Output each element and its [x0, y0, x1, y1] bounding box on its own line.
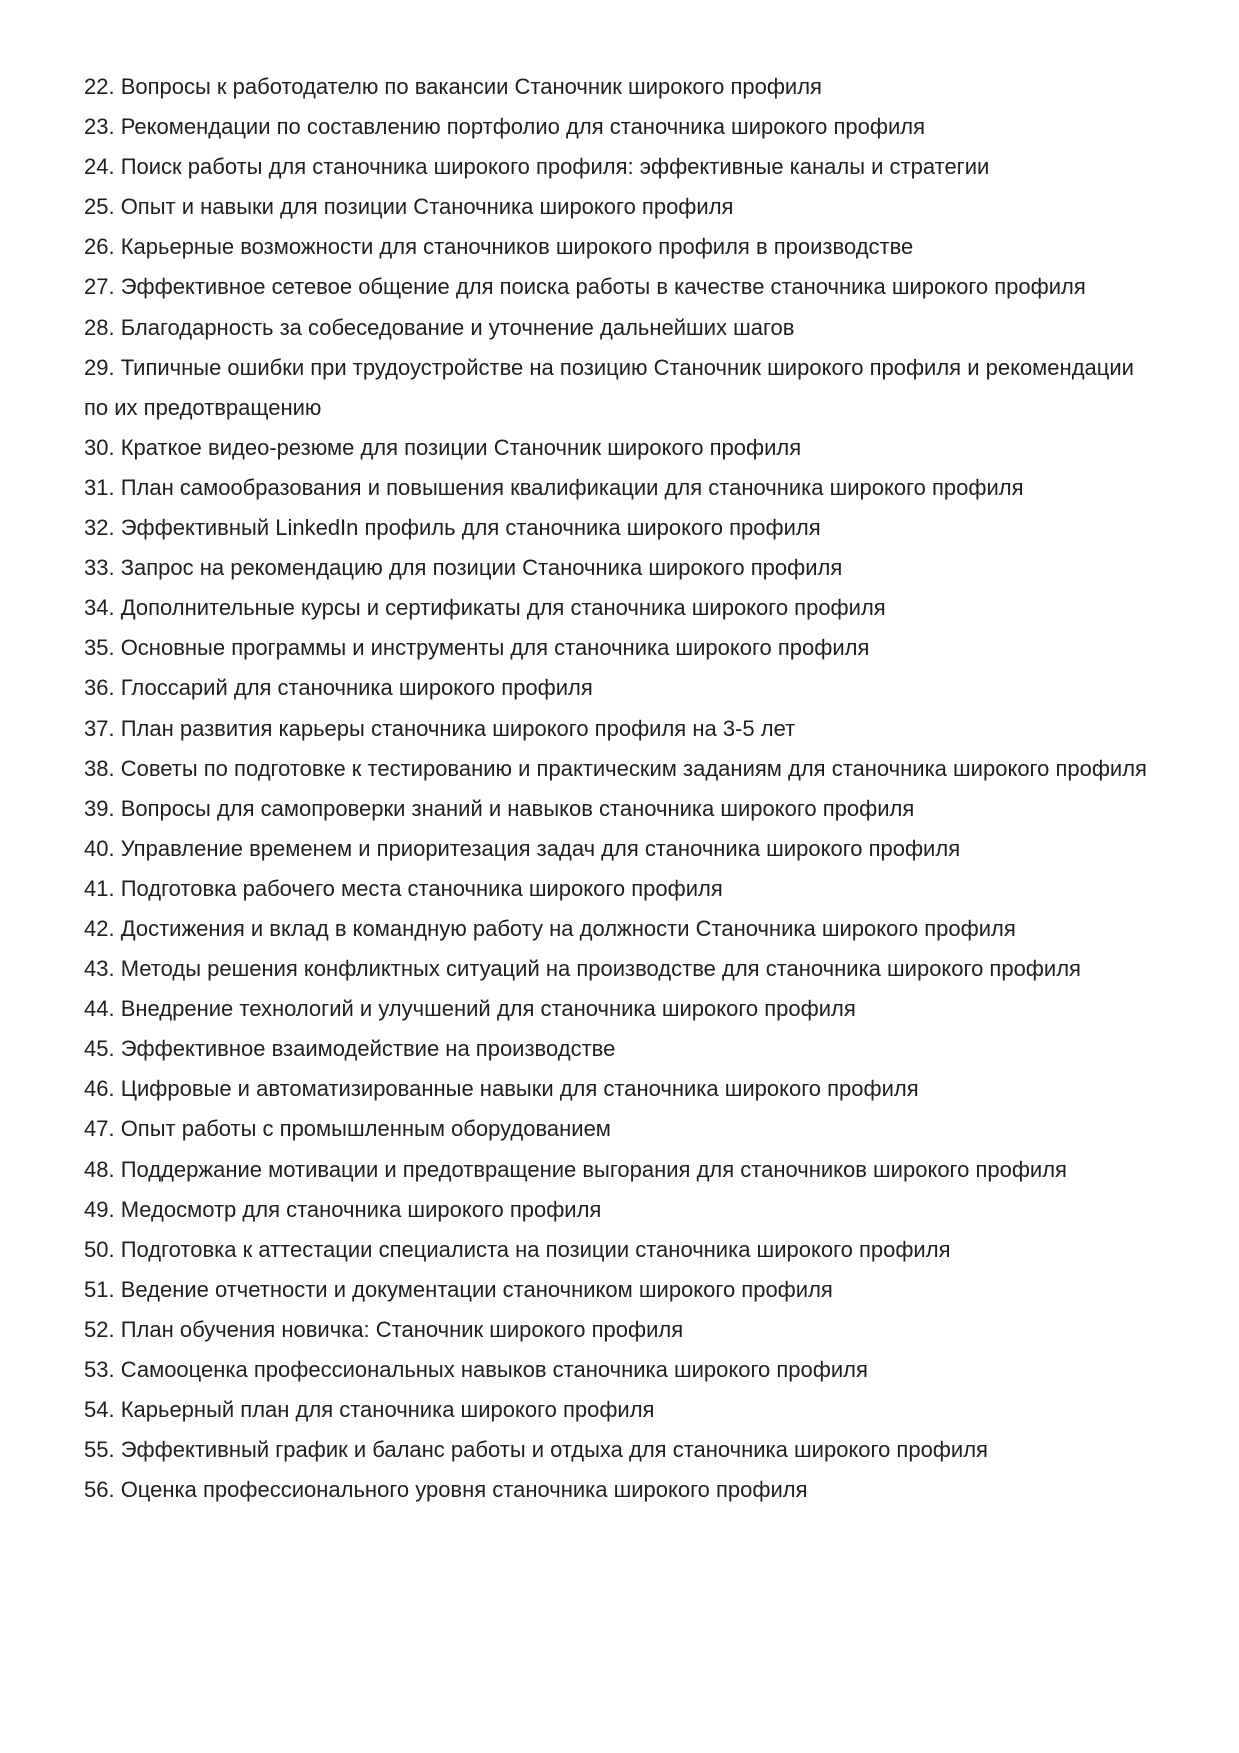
list-item: 36. Глоссарий для станочника широкого профиля: [84, 675, 593, 701]
list-item: 43. Методы решения конфликтных ситуаций на производстве для станочника широкого профиля: [84, 956, 1081, 982]
list-item: 54. Карьерный план для станочника широкого профиля: [84, 1397, 655, 1423]
list-item: 35. Основные программы и инструменты для станочника широкого профиля: [84, 635, 870, 661]
list-item: 39. Вопросы для самопроверки знаний и навыков станочника широкого профиля: [84, 795, 915, 821]
list-item: 27. Эффективное сетевое общение для поиска работы в качестве станочника широкого профиля: [84, 274, 1086, 300]
list-item: 38. Советы по подготовке к тестированию и практическим заданиям для станочника широкого профиля: [84, 755, 1147, 781]
list-item: 30. Краткое видео-резюме для позиции Станочник широкого профиля: [84, 434, 802, 460]
list-item: 45. Эффективное взаимодействие на производстве: [84, 1036, 616, 1062]
list-item: 41. Подготовка рабочего места станочника широкого профиля: [84, 875, 723, 901]
list-item: 37. План развития карьеры станочника широкого профиля на 3-5 лет: [84, 715, 796, 741]
list-item: 31. План самообразования и повышения квалификации для станочника широкого профиля: [84, 474, 1024, 500]
list-item: 46. Цифровые и автоматизированные навыки для станочника широкого профиля: [84, 1076, 919, 1102]
list-item: 51. Ведение отчетности и документации станочником широкого профиля: [84, 1276, 833, 1302]
list-item: 22. Вопросы к работодателю по вакансии Станочник широкого профиля: [84, 74, 822, 99]
list-item: 55. Эффективный график и баланс работы и отдыха для станочника широкого профиля: [84, 1437, 988, 1463]
list-item: 40. Управление временем и приоритезация задач для станочника широкого профиля: [84, 835, 961, 861]
list-item: 24. Поиск работы для станочника широкого профиля: эффективные каналы и стратегии: [84, 154, 990, 180]
list-item: 56. Оценка профессионального уровня станочника широкого профиля: [84, 1477, 808, 1503]
list-item: 34. Дополнительные курсы и сертификаты для станочника широкого профиля: [84, 595, 886, 621]
list-item: 29. Типичные ошибки при трудоустройстве на позицию Станочник широкого профиля и рекомендации по их предотвращению: [84, 354, 1134, 420]
list-item: 52. План обучения новичка: Станочник широкого профиля: [84, 1316, 684, 1342]
list-item: 44. Внедрение технологий и улучшений для станочника широкого профиля: [84, 996, 856, 1022]
list-item: 25. Опыт и навыки для позиции Станочника широкого профиля: [84, 194, 734, 220]
list-item: 28. Благодарность за собеседование и уточнение дальнейших шагов: [84, 314, 795, 340]
list-item: 49. Медосмотр для станочника широкого профиля: [84, 1196, 602, 1222]
list-item: 47. Опыт работы с промышленным оборудованием: [84, 1116, 611, 1142]
list-item: 26. Карьерные возможности для станочников широкого профиля в производстве: [84, 234, 914, 260]
list-item: 23. Рекомендации по составлению портфолио для станочника широкого профиля: [84, 114, 925, 140]
list-item: 50. Подготовка к аттестации специалиста на позиции станочника широкого профиля: [84, 1236, 951, 1262]
list-item: 32. Эффективный LinkedIn профиль для станочника широкого профиля: [84, 515, 821, 541]
topic-list: [84, 67, 1162, 1510]
list-item: 33. Запрос на рекомендацию для позиции Станочника широкого профиля: [84, 555, 843, 581]
list-item: 53. Самооценка профессиональных навыков станочника широкого профиля: [84, 1357, 868, 1382]
list-item: 48. Поддержание мотивации и предотвращение выгорания для станочников широкого профиля: [84, 1156, 1067, 1182]
list-item: 42. Достижения и вклад в командную работу на должности Станочника широкого профиля: [84, 915, 1016, 941]
